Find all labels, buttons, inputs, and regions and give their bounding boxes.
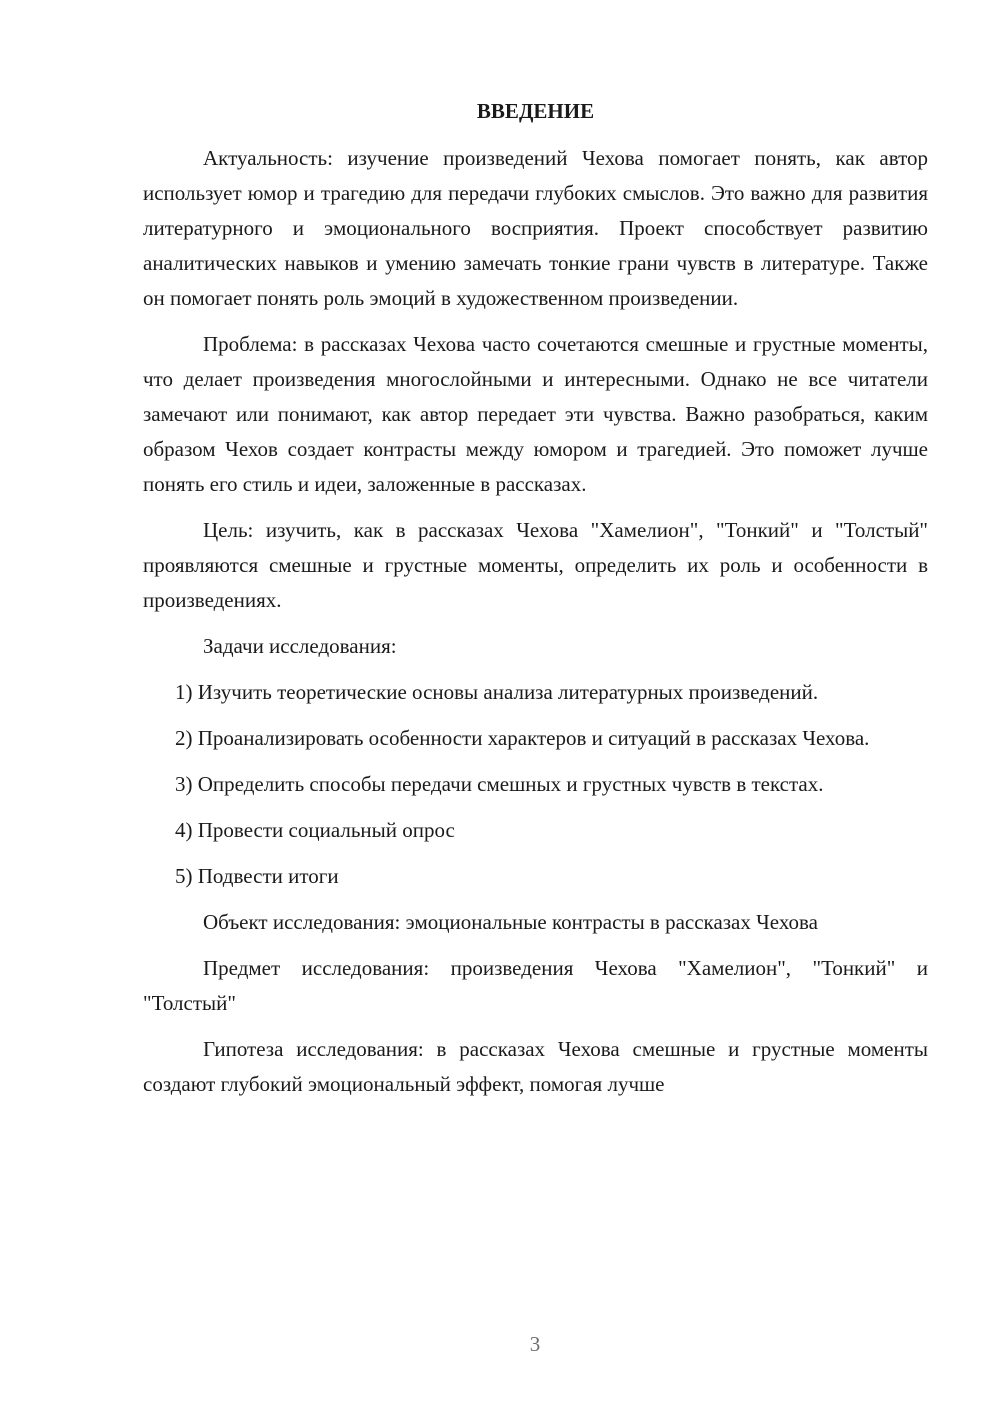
task-item-1: 1) Изучить теоретические основы анализа литературных произведений. <box>175 680 819 704</box>
task-item-2: 2) Проанализировать особенности характеров и ситуаций в рассказах Чехова. <box>175 726 870 750</box>
paragraph-object: Объект исследования: эмоциональные контрасты в рассказах Чехова <box>203 910 818 934</box>
task-item-4: 4) Провести социальный опрос <box>175 818 455 842</box>
document-page <box>143 96 928 1113</box>
section-title: ВВЕДЕНИЕ <box>476 99 595 123</box>
paragraph-problem: Проблема: в рассказах Чехова часто сочетаются смешные и грустные моменты, что делает произведения многослойными и интересными. Однако не все читатели замечают или понимают, как автор передает эти чувства. Важно разобраться, каким образом Чехов создает контрасты между юмором и трагедией. Это поможет лучше понять его стиль и идеи, заложенные в рассказах. <box>143 332 928 496</box>
paragraph-tasks-heading: Задачи исследования: <box>203 634 397 658</box>
paragraph-relevance: Актуальность: изучение произведений Чехова помогает понять, как автор использует юмор и трагедию для передачи глубоких смыслов. Это важно для развития литературного и эмоционального восприятия. Проект способствует развитию аналитических навыков и умению замечать тонкие грани чувств в литературе. Также он помогает понять роль эмоций в художественном произведении. <box>143 146 928 310</box>
page-number: 3 <box>529 1332 541 1356</box>
paragraph-hypothesis: Гипотеза исследования: в рассказах Чехова смешные и грустные моменты создают глубокий эмоциональный эффект, помогая лучше <box>143 1037 928 1096</box>
task-item-3: 3) Определить способы передачи смешных и грустных чувств в текстах. <box>175 772 824 796</box>
task-item-5: 5) Подвести итоги <box>175 864 339 888</box>
paragraph-goal: Цель: изучить, как в рассказах Чехова "Хамелион", "Тонкий" и "Толстый" проявляются смешные и грустные моменты, определить их роль и особенности в произведениях. <box>143 518 928 612</box>
paragraph-subject: Предмет исследования: произведения Чехова "Хамелион", "Тонкий" и "Толстый" <box>143 956 928 1015</box>
